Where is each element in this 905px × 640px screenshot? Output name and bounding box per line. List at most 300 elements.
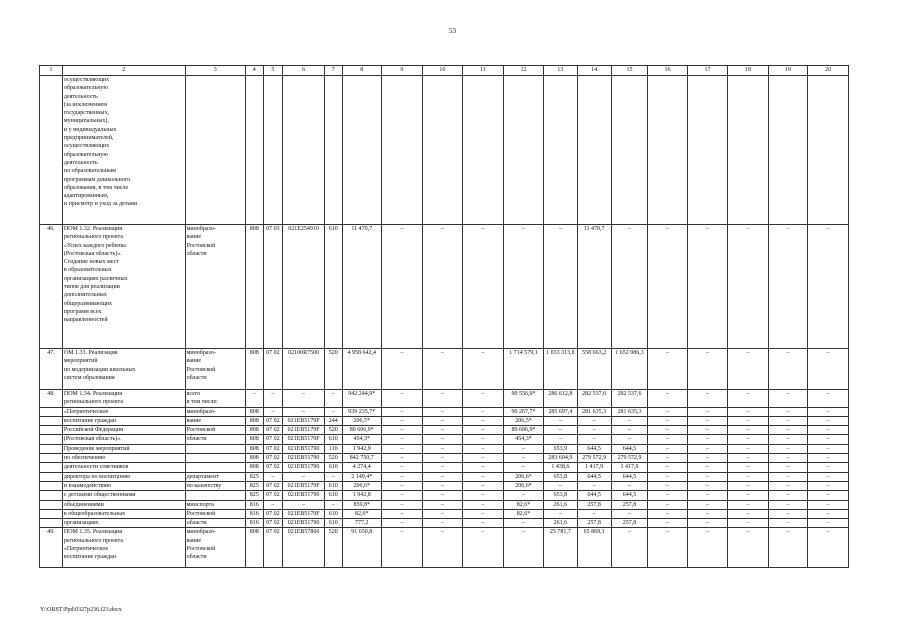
table-cell: 021EB51790 bbox=[283, 519, 325, 528]
table-cell: – bbox=[544, 435, 577, 444]
table-cell: – bbox=[422, 225, 463, 349]
table-cell: – bbox=[687, 444, 728, 453]
table-cell: 257,8 bbox=[577, 500, 611, 509]
table-cell: 610 bbox=[324, 481, 342, 490]
row-index bbox=[40, 491, 63, 500]
table-cell: 939 235,7* bbox=[342, 407, 382, 416]
table-cell: 244 bbox=[324, 416, 342, 425]
row-index bbox=[40, 500, 63, 509]
table-cell: – bbox=[768, 407, 808, 416]
table-cell: 11 470,7 bbox=[577, 225, 611, 349]
table-cell: – bbox=[768, 500, 808, 509]
table-cell: – bbox=[463, 225, 504, 349]
table-cell: – bbox=[422, 481, 463, 490]
table-cell: – bbox=[382, 390, 423, 408]
table-cell: 11 470,7 bbox=[342, 225, 382, 349]
table-cell bbox=[422, 76, 463, 225]
table-cell: 285 697,4 bbox=[544, 407, 577, 416]
measure-name: ОМ 1.33. Реализация мероприятий по модернизации школьных систем образования bbox=[62, 349, 185, 390]
column-number: 10 bbox=[422, 66, 463, 76]
table-row bbox=[40, 481, 849, 490]
table-cell: – bbox=[768, 225, 808, 349]
column-number: 11 bbox=[463, 66, 504, 76]
table-cell: – bbox=[728, 454, 769, 463]
row-index bbox=[40, 444, 63, 453]
table-cell: 825 bbox=[245, 472, 263, 481]
table-cell: – bbox=[768, 349, 808, 390]
executor bbox=[185, 491, 245, 500]
table-cell: – bbox=[768, 416, 808, 425]
table-cell: – bbox=[382, 416, 423, 425]
table-cell bbox=[324, 76, 342, 225]
table-cell: 07 02 bbox=[263, 519, 283, 528]
table-cell: – bbox=[808, 444, 849, 453]
table-cell: – bbox=[382, 454, 423, 463]
table-cell: 653,9 bbox=[544, 444, 577, 453]
table-cell: 286 612,8 bbox=[544, 390, 577, 408]
executor bbox=[185, 463, 245, 472]
table-cell: – bbox=[768, 528, 808, 568]
table-row bbox=[40, 519, 849, 528]
budget-table bbox=[39, 65, 849, 568]
table-cell: 07 02 bbox=[263, 454, 283, 463]
table-cell: 825 bbox=[245, 481, 263, 490]
table-cell: 1 033 313,8 bbox=[544, 349, 577, 390]
table-cell: – bbox=[728, 416, 769, 425]
table-cell bbox=[544, 76, 577, 225]
table-cell: – bbox=[768, 444, 808, 453]
column-number: 17 bbox=[687, 66, 728, 76]
table-cell: 110 bbox=[324, 444, 342, 453]
table-cell: 610 bbox=[324, 491, 342, 500]
table-cell: – bbox=[324, 472, 342, 481]
executor: минспорта bbox=[185, 500, 245, 509]
table-cell: – bbox=[768, 481, 808, 490]
table-cell: – bbox=[544, 225, 577, 349]
table-cell: – bbox=[324, 407, 342, 416]
table-cell: – bbox=[503, 528, 544, 568]
table-cell: 281 635,3 bbox=[611, 407, 647, 416]
table-cell: – bbox=[648, 491, 688, 500]
column-number: 20 bbox=[808, 66, 849, 76]
table-cell: 25 781,7 bbox=[544, 528, 577, 568]
table-cell: 644,5 bbox=[577, 444, 611, 453]
table-cell: – bbox=[422, 349, 463, 390]
table-cell: – bbox=[577, 435, 611, 444]
executor bbox=[185, 76, 245, 225]
table-cell: – bbox=[463, 407, 504, 416]
executor: всего в том числе: bbox=[185, 390, 245, 408]
row-index bbox=[40, 519, 63, 528]
table-cell: 1 417,9 bbox=[611, 463, 647, 472]
table-cell: 206,5* bbox=[503, 416, 544, 425]
table-cell: – bbox=[648, 454, 688, 463]
table-cell: – bbox=[382, 491, 423, 500]
table-cell: – bbox=[283, 407, 325, 416]
table-cell: – bbox=[263, 407, 283, 416]
table-cell: – bbox=[382, 528, 423, 568]
table-cell: – bbox=[577, 426, 611, 435]
table-cell: 021EB51790 bbox=[283, 463, 325, 472]
table-cell: – bbox=[503, 444, 544, 453]
table-cell: – bbox=[648, 416, 688, 425]
table-cell: – bbox=[382, 472, 423, 481]
table-cell: – bbox=[382, 407, 423, 416]
table-cell: 257,8 bbox=[611, 500, 647, 509]
table-cell: 021EB51790 bbox=[283, 491, 325, 500]
table-cell: – bbox=[422, 435, 463, 444]
executor: вание bbox=[185, 416, 245, 425]
table-cell: – bbox=[503, 519, 544, 528]
table-cell: 82,6* bbox=[503, 509, 544, 518]
column-number: 9 bbox=[382, 66, 423, 76]
table-cell: 808 bbox=[245, 407, 263, 416]
table-cell: – bbox=[687, 500, 728, 509]
table-cell: – bbox=[648, 519, 688, 528]
table-cell: 279 572,9 bbox=[611, 454, 647, 463]
table-cell: – bbox=[648, 426, 688, 435]
header-row bbox=[40, 66, 849, 76]
table-cell bbox=[283, 76, 325, 225]
table-row bbox=[40, 491, 849, 500]
table-cell: – bbox=[463, 528, 504, 568]
table-cell: 777,2 bbox=[342, 519, 382, 528]
table-cell: – bbox=[463, 444, 504, 453]
row-index: 46. bbox=[40, 225, 63, 349]
table-cell bbox=[611, 76, 647, 225]
table-cell: – bbox=[728, 444, 769, 453]
table-cell bbox=[342, 76, 382, 225]
table-cell: – bbox=[382, 426, 423, 435]
table-cell: – bbox=[648, 407, 688, 416]
table-cell: – bbox=[382, 500, 423, 509]
table-cell: 816 bbox=[245, 500, 263, 509]
column-number: 19 bbox=[768, 66, 808, 76]
table-cell: – bbox=[728, 349, 769, 390]
table-cell: – bbox=[728, 390, 769, 408]
measure-name: в общеобразовательных bbox=[62, 509, 185, 518]
table-cell: 808 bbox=[245, 349, 263, 390]
table-cell: 1 417,9 bbox=[577, 463, 611, 472]
table-cell: 1 714 579,1 bbox=[503, 349, 544, 390]
table-cell: 07 03 bbox=[263, 225, 283, 349]
table-cell: 610 bbox=[324, 519, 342, 528]
table-cell: – bbox=[687, 519, 728, 528]
table-cell: 261,6 bbox=[544, 500, 577, 509]
table-cell: – bbox=[687, 225, 728, 349]
column-number: 14 bbox=[577, 66, 611, 76]
table-cell: – bbox=[463, 426, 504, 435]
column-number: 3 bbox=[185, 66, 245, 76]
table-cell: – bbox=[768, 390, 808, 408]
table-cell: 206,6* bbox=[503, 481, 544, 490]
table-cell: 644,5 bbox=[611, 472, 647, 481]
table-cell: 021E254910 bbox=[283, 225, 325, 349]
measure-name: объединениями bbox=[62, 500, 185, 509]
table-cell: 808 bbox=[245, 463, 263, 472]
table-cell: – bbox=[611, 528, 647, 568]
table-cell: – bbox=[382, 463, 423, 472]
table-cell: – bbox=[463, 463, 504, 472]
table-cell: – bbox=[382, 519, 423, 528]
table-cell: 07 02 bbox=[263, 426, 283, 435]
column-number: 18 bbox=[728, 66, 769, 76]
table-cell: 206,6* bbox=[342, 481, 382, 490]
table-cell bbox=[648, 76, 688, 225]
table-cell: – bbox=[808, 225, 849, 349]
column-number: 5 bbox=[263, 66, 283, 76]
executor: минобразо- вание Ростовской области bbox=[185, 225, 245, 349]
row-index bbox=[40, 416, 63, 425]
table-cell: 808 bbox=[245, 426, 263, 435]
table-cell: – bbox=[808, 463, 849, 472]
executor: департамент bbox=[185, 472, 245, 481]
table-cell: – bbox=[808, 390, 849, 408]
table-cell: – bbox=[611, 426, 647, 435]
table-cell: – bbox=[687, 390, 728, 408]
table-cell: 07 02 bbox=[263, 435, 283, 444]
table-cell: – bbox=[283, 500, 325, 509]
table-cell: – bbox=[648, 481, 688, 490]
table-cell: – bbox=[463, 500, 504, 509]
table-cell: – bbox=[544, 509, 577, 518]
column-number: 16 bbox=[648, 66, 688, 76]
table-cell: 520 bbox=[324, 528, 342, 568]
table-cell: – bbox=[808, 454, 849, 463]
table-cell: – bbox=[808, 435, 849, 444]
table-cell bbox=[687, 76, 728, 225]
table-cell: 206,5* bbox=[342, 416, 382, 425]
table-cell: 558 663,2 bbox=[577, 349, 611, 390]
table-cell bbox=[463, 76, 504, 225]
table-cell: – bbox=[611, 225, 647, 349]
table-cell: – bbox=[611, 416, 647, 425]
row-index bbox=[40, 481, 63, 490]
table-cell: 808 bbox=[245, 225, 263, 349]
table-row bbox=[40, 500, 849, 509]
table-cell: – bbox=[768, 454, 808, 463]
table-cell: 610 bbox=[324, 435, 342, 444]
table-cell: – bbox=[263, 500, 283, 509]
table-cell: – bbox=[687, 426, 728, 435]
table-cell bbox=[768, 76, 808, 225]
table-cell: – bbox=[422, 416, 463, 425]
table-cell: 454,3* bbox=[503, 435, 544, 444]
table-cell: – bbox=[382, 225, 423, 349]
table-cell: – bbox=[728, 500, 769, 509]
table-cell: – bbox=[728, 509, 769, 518]
table-cell: – bbox=[648, 444, 688, 453]
measure-name: и взаимодействию bbox=[62, 481, 185, 490]
column-number: 12 bbox=[503, 66, 544, 76]
column-number: 15 bbox=[611, 66, 647, 76]
table-row bbox=[40, 426, 849, 435]
table-cell: – bbox=[728, 519, 769, 528]
table-cell: – bbox=[503, 491, 544, 500]
table-cell: 021EB57860 bbox=[283, 528, 325, 568]
table-cell: – bbox=[648, 225, 688, 349]
table-cell: 91 650,8 bbox=[342, 528, 382, 568]
table-cell: 021EB5179F bbox=[283, 435, 325, 444]
table-cell: – bbox=[382, 509, 423, 518]
table-cell: – bbox=[648, 435, 688, 444]
measure-name: Российской Федерации bbox=[62, 426, 185, 435]
row-index bbox=[40, 472, 63, 481]
executor: области bbox=[185, 435, 245, 444]
table-cell: 1 942,9 bbox=[342, 444, 382, 453]
table-cell: – bbox=[808, 349, 849, 390]
table-cell: – bbox=[577, 481, 611, 490]
table-cell: – bbox=[808, 407, 849, 416]
table-cell: – bbox=[422, 426, 463, 435]
table-cell: – bbox=[245, 390, 263, 408]
table-cell: 859,8* bbox=[342, 500, 382, 509]
table-cell: – bbox=[648, 509, 688, 518]
table-cell: – bbox=[422, 472, 463, 481]
table-cell: 257,8 bbox=[577, 519, 611, 528]
column-number: 4 bbox=[245, 66, 263, 76]
table-cell: 825 bbox=[245, 491, 263, 500]
table-row bbox=[40, 225, 849, 349]
row-index: 48. bbox=[40, 390, 63, 408]
table-cell: 808 bbox=[245, 435, 263, 444]
table-cell: 520 bbox=[324, 426, 342, 435]
table-cell: – bbox=[648, 349, 688, 390]
table-cell: 282 537,6 bbox=[577, 390, 611, 408]
table-cell: 07 02 bbox=[263, 463, 283, 472]
table-row bbox=[40, 509, 849, 518]
table-cell: – bbox=[422, 407, 463, 416]
table-cell: – bbox=[611, 435, 647, 444]
table-cell: 644,5 bbox=[577, 472, 611, 481]
table-cell: – bbox=[382, 481, 423, 490]
table-cell: – bbox=[382, 444, 423, 453]
table-row bbox=[40, 444, 849, 453]
table-cell bbox=[728, 76, 769, 225]
table-cell: – bbox=[728, 481, 769, 490]
table-row bbox=[40, 472, 849, 481]
table-cell: – bbox=[687, 349, 728, 390]
table-cell: 021EB5179F bbox=[283, 426, 325, 435]
page-number: 53 bbox=[449, 27, 456, 35]
row-index: 47. bbox=[40, 349, 63, 390]
table-cell: – bbox=[422, 519, 463, 528]
table-cell: – bbox=[463, 349, 504, 390]
table-cell: 1 438,6 bbox=[544, 463, 577, 472]
table-cell bbox=[503, 76, 544, 225]
table-cell: 65 869,1 bbox=[577, 528, 611, 568]
table-cell: – bbox=[577, 416, 611, 425]
table-cell: 816 bbox=[245, 519, 263, 528]
table-cell: 07 02 bbox=[263, 491, 283, 500]
table-cell: 82,6* bbox=[342, 509, 382, 518]
table-cell: 021EB5179F bbox=[283, 509, 325, 518]
table-cell: – bbox=[648, 390, 688, 408]
table-cell: – bbox=[422, 528, 463, 568]
column-number: 8 bbox=[342, 66, 382, 76]
table-cell: 89 606,9* bbox=[503, 426, 544, 435]
table-cell: – bbox=[687, 472, 728, 481]
table-cell: – bbox=[687, 435, 728, 444]
column-number: 2 bbox=[62, 66, 185, 76]
table-cell: 021EB5179F bbox=[283, 416, 325, 425]
measure-name: воспитание граждан bbox=[62, 416, 185, 425]
table-cell: 644,5 bbox=[577, 491, 611, 500]
table-cell: – bbox=[463, 472, 504, 481]
table-cell: 261,6 bbox=[544, 519, 577, 528]
table-cell: – bbox=[728, 491, 769, 500]
table-cell: – bbox=[648, 463, 688, 472]
table-cell: – bbox=[382, 435, 423, 444]
table-cell: 07 02 bbox=[263, 481, 283, 490]
measure-name: осуществляющих образовательную деятельность (за исключением государственных, муниципальных), и у индивидуальных предпринимателей, осуществляющих образовательную деятельность по образовательным программам дошкольного образования, в том числе адаптированным, и присмотр и уход за детьми bbox=[62, 76, 185, 225]
table-cell: – bbox=[463, 491, 504, 500]
table-cell: 07 02 bbox=[263, 416, 283, 425]
table-cell: – bbox=[768, 491, 808, 500]
table-cell: 808 bbox=[245, 528, 263, 568]
table-cell: – bbox=[728, 435, 769, 444]
table-cell: 644,5 bbox=[611, 491, 647, 500]
table-cell: 282 537,6 bbox=[611, 390, 647, 408]
table-cell: 454,3* bbox=[342, 435, 382, 444]
table-cell: 816 bbox=[245, 509, 263, 518]
column-number: 1 bbox=[40, 66, 63, 76]
measure-name: «Патриотическое bbox=[62, 407, 185, 416]
table-cell: 610 bbox=[324, 509, 342, 518]
table-cell: 2 149,4* bbox=[342, 472, 382, 481]
table-cell: 644,5 bbox=[611, 444, 647, 453]
table-cell: 520 bbox=[324, 454, 342, 463]
executor bbox=[185, 454, 245, 463]
measure-name: Проведение мероприятий bbox=[62, 444, 185, 453]
row-index bbox=[40, 454, 63, 463]
executor bbox=[185, 444, 245, 453]
table-cell: – bbox=[648, 472, 688, 481]
table-cell: – bbox=[808, 500, 849, 509]
table-cell: – bbox=[422, 491, 463, 500]
measure-name: (Ростовская область)». bbox=[62, 435, 185, 444]
table-cell: – bbox=[808, 426, 849, 435]
table-cell: – bbox=[263, 472, 283, 481]
table-cell: 021EB51790 bbox=[283, 444, 325, 453]
table-row bbox=[40, 390, 849, 408]
table-cell: – bbox=[422, 500, 463, 509]
table-row bbox=[40, 76, 849, 225]
row-index bbox=[40, 435, 63, 444]
table-row bbox=[40, 454, 849, 463]
table-cell: – bbox=[728, 225, 769, 349]
row-index bbox=[40, 426, 63, 435]
measure-name: организациях bbox=[62, 519, 185, 528]
table-cell: – bbox=[808, 481, 849, 490]
table-cell: 842 750,7 bbox=[342, 454, 382, 463]
measure-name: ПОМ 1.32. Реализация регионального проекта «Успех каждого ребенка (Ростовская область)». Создание новых мест в образовательных организациях различных типов для реализации дополнительных общеразвивающих программ всех направленностей bbox=[62, 225, 185, 349]
executor: по казачеству bbox=[185, 481, 245, 490]
table-cell: 82,6* bbox=[503, 500, 544, 509]
table-cell: 89 606,9* bbox=[342, 426, 382, 435]
table-cell: – bbox=[687, 491, 728, 500]
table-cell: 283 604,9 bbox=[544, 454, 577, 463]
table-cell: – bbox=[422, 444, 463, 453]
table-cell: – bbox=[324, 390, 342, 408]
executor: Ростовской bbox=[185, 509, 245, 518]
table-cell: 653,8 bbox=[544, 491, 577, 500]
table-cell: 610 bbox=[324, 225, 342, 349]
table-cell: – bbox=[728, 528, 769, 568]
table-cell: – bbox=[463, 454, 504, 463]
table-cell: – bbox=[422, 509, 463, 518]
column-number: 13 bbox=[544, 66, 577, 76]
